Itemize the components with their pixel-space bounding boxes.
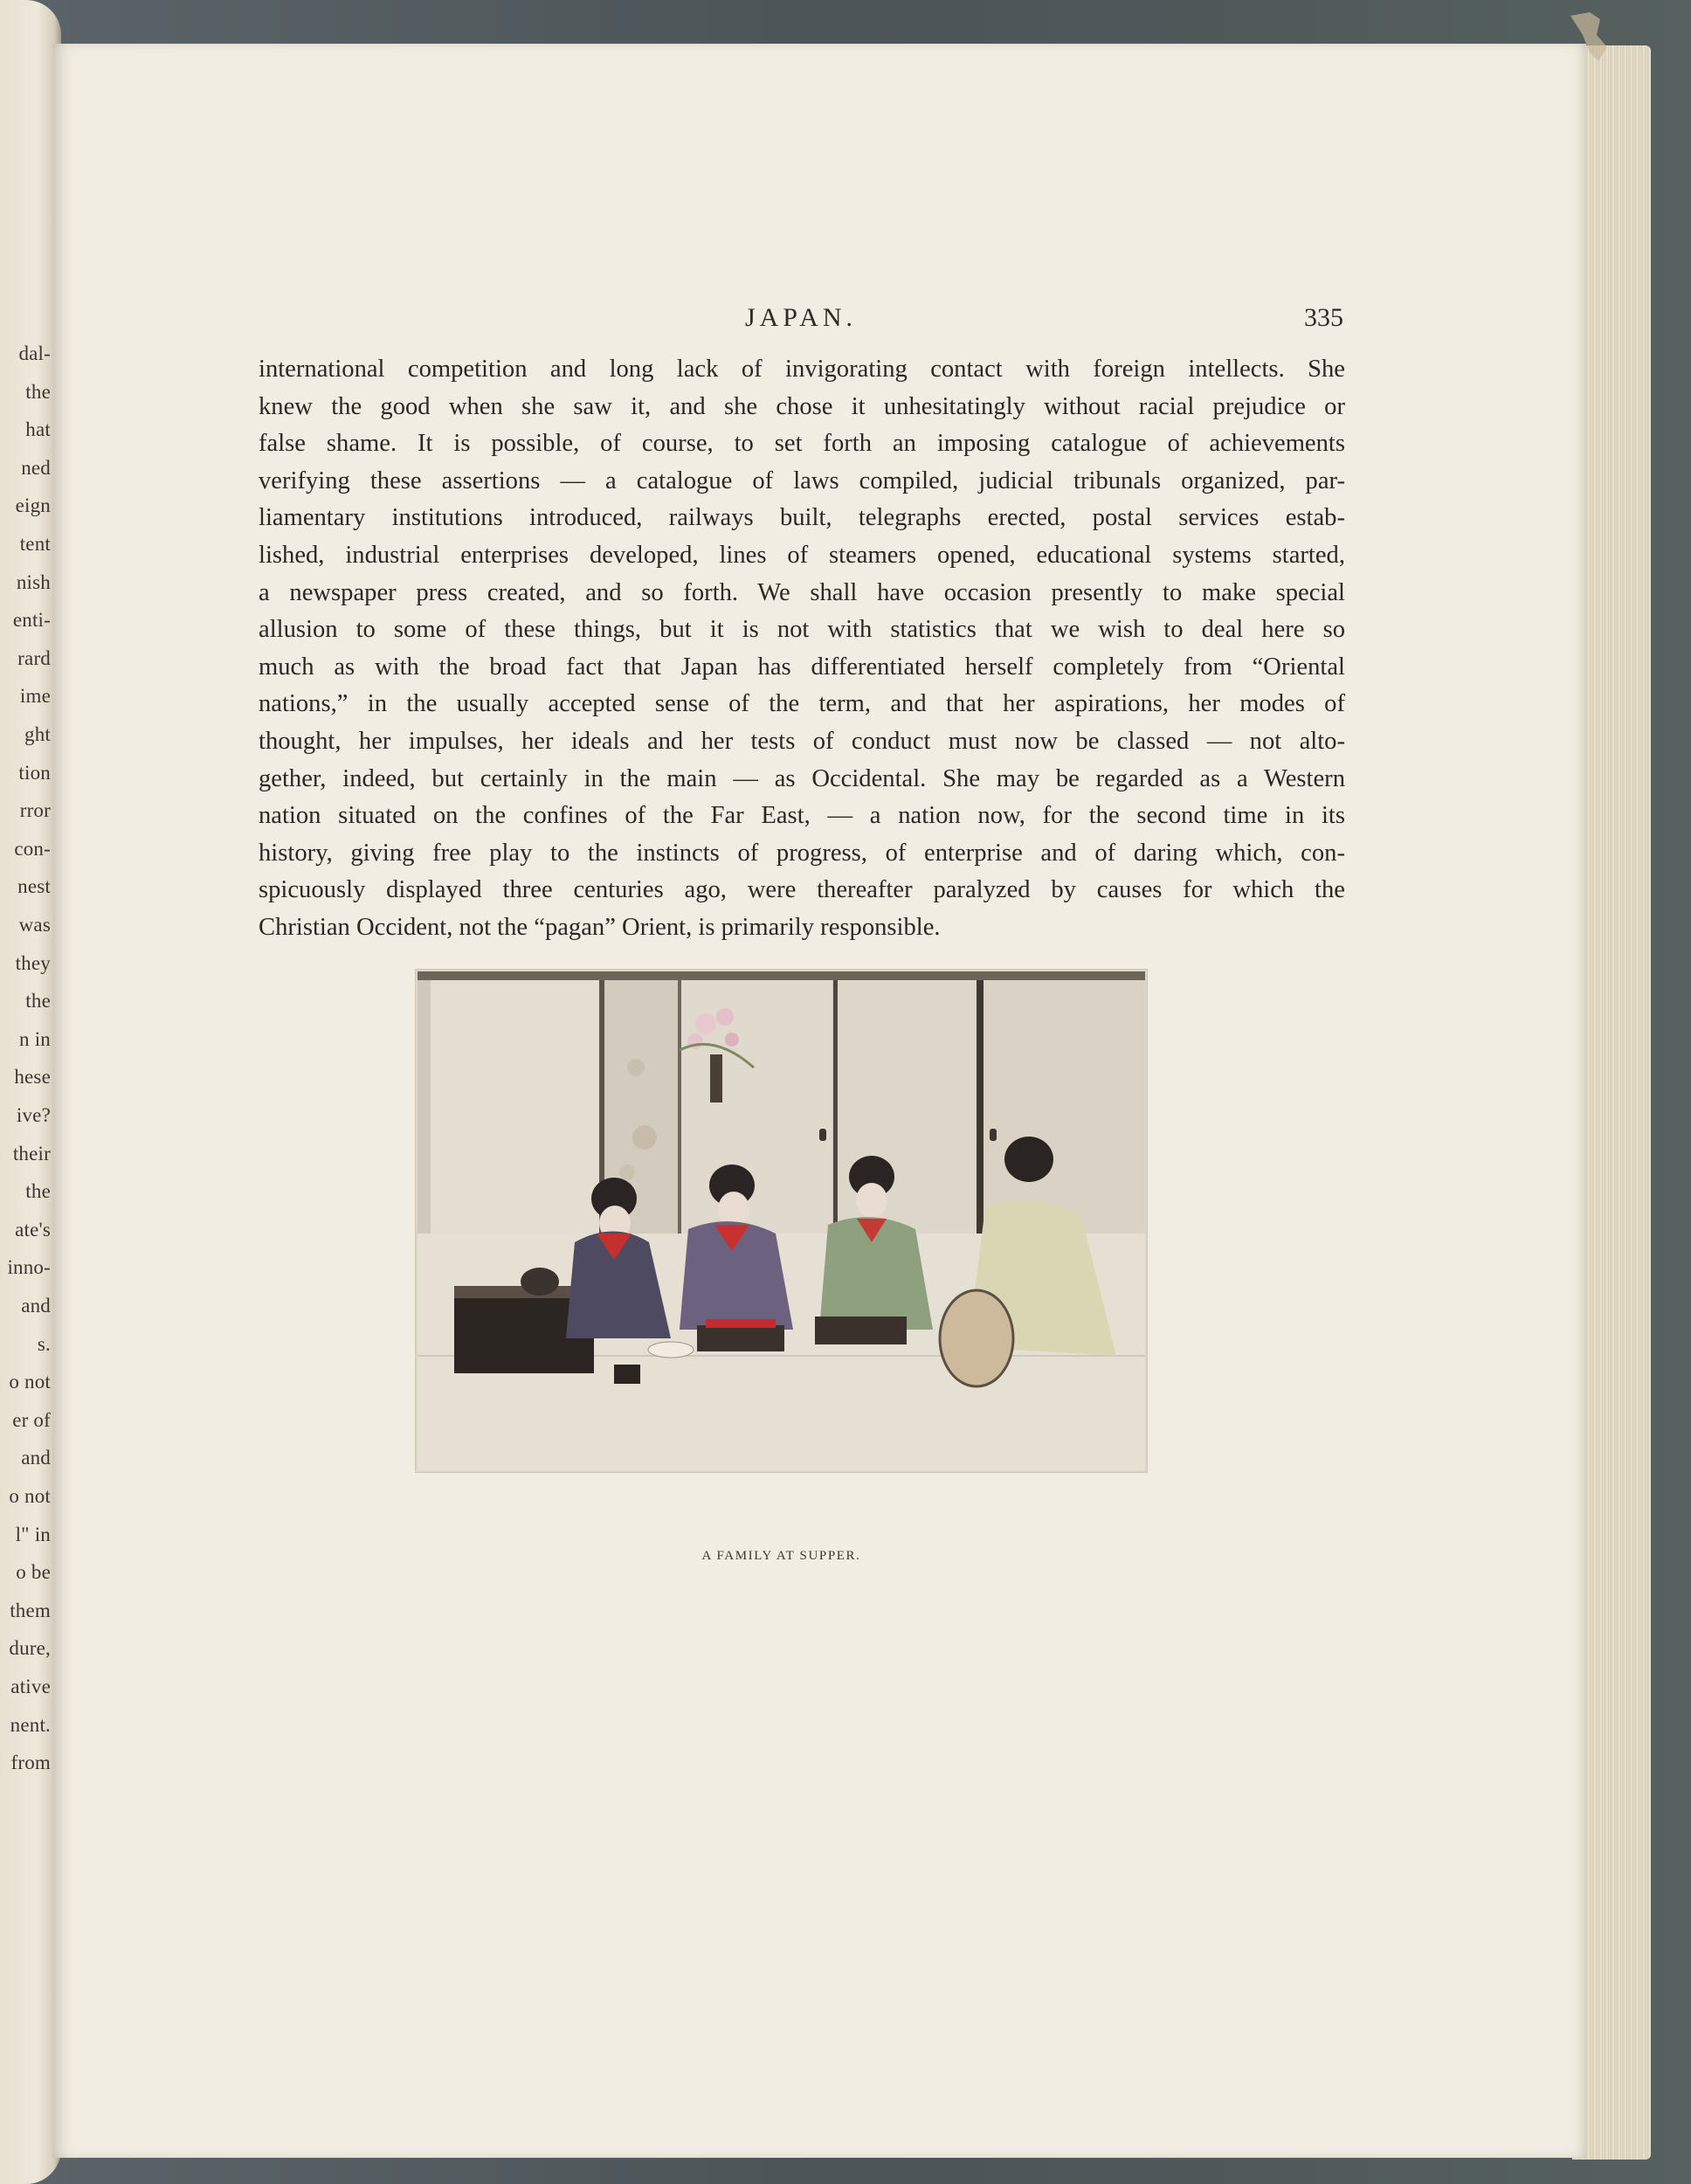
previous-page-fragment: tion [18,761,51,784]
previous-page-fragment: ime [19,685,51,708]
previous-page-fragment: dal- [18,342,51,364]
previous-page-fragment: they [15,951,51,974]
previous-page-fragment: hese [14,1066,51,1089]
text-line: verifying these assertions — a catalogue of laws compiled, judicial tribunals organized, par- [259,467,1345,494]
previous-page-fragment: n in [19,1027,51,1050]
previous-page-fragment: was [18,914,51,936]
running-head [259,301,1342,336]
text-line: thought, her impulses, her ideals and her tests of conduct must now be classed — not alto- [259,727,1345,755]
family-supper-photograph [418,971,1145,1470]
book-page [52,44,1586,2158]
previous-page-fragment: con- [14,837,51,860]
previous-page-fragment: the [25,990,51,1013]
previous-page-fragment: and [21,1447,51,1469]
text-line: Christian Occident, not the “pagan” Orient, is primarily responsible. [259,913,941,941]
text-line: lished, industrial enterprises developed, lines of steamers opened, educational systems started, [259,541,1345,569]
previous-page-fragment: er of [12,1408,51,1431]
previous-page-fragment: o be [16,1561,51,1584]
previous-page-fragment: the [25,380,51,403]
previous-page-fragment: ned [21,456,51,479]
previous-page-fragment: tent [19,533,51,555]
text-line: allusion to some of these things, but it is not with statistics that we wish to deal here so [259,616,1345,644]
text-line: a newspaper press created, and so forth. We shall have occasion presently to make special [259,578,1345,606]
body-text [259,351,1345,947]
photograph-image [418,971,1145,1470]
previous-page-fragment: ght [24,723,51,745]
previous-page-fragment: nest [17,875,51,898]
previous-page-fragment: ative [10,1676,51,1697]
previous-page-fragment: them [10,1599,51,1621]
previous-page-fragment: o not [9,1485,51,1507]
previous-page-fragment: the [25,1180,51,1203]
text-line: liamentary institutions introduced, railways built, telegraphs erected, postal services estab- [259,504,1345,532]
previous-page-fragment: eign [15,494,51,517]
previous-page-fragment: dure, [9,1637,51,1660]
text-line: knew the good when she saw it, and she chose it unhesitatingly without racial prejudice or [259,392,1345,420]
text-line: nation situated on the confines of the Far East, — a nation now, for the second time in its [259,802,1345,830]
figure-caption: A FAMILY AT SUPPER. [701,1549,861,1563]
text-line: much as with the broad fact that Japan has differentiated herself completely from “Oriental [259,653,1345,681]
previous-page-fragment: ive? [16,1104,51,1126]
text-line: false shame. It is possible, of course, to set forth an imposing catalogue of achievements [259,430,1345,458]
running-head-title: JAPAN. [744,303,858,332]
text-line: spicuously displayed three centuries ago, were thereafter paralyzed by causes for which the [259,876,1345,904]
previous-page-fragment: ate's [15,1218,51,1241]
previous-page-fragment: l" in [15,1523,51,1545]
previous-page-fragment: nent. [10,1713,51,1736]
previous-page-fragment: s. [37,1332,51,1355]
text-line: history, giving free play to the instincts of progress, of enterprise and of daring which, con- [259,839,1345,867]
page-number: 335 [1304,303,1343,332]
previous-page-fragment: enti- [12,609,51,632]
previous-page-fragment: nish [16,570,51,593]
previous-page-fragment: and [21,1295,51,1317]
previous-page-fragment: inno- [7,1256,51,1279]
previous-page-fragment: rard [17,646,51,669]
text-line: gether, indeed, but certainly in the main — as Occidental. She may be regarded as a Western [259,764,1345,792]
previous-page-fragment: hat [25,418,51,441]
previous-page-fragment: rror [19,799,51,822]
text-line: nations,” in the usually accepted sense of the term, and that her aspirations, her modes of [259,690,1345,718]
previous-page-fragment: o not [9,1371,51,1393]
previous-page-fragment: from [10,1752,51,1774]
previous-page-fragment: their [12,1142,51,1165]
text-line: international competition and long lack of invigorating contact with foreign intellects. She [259,356,1345,383]
